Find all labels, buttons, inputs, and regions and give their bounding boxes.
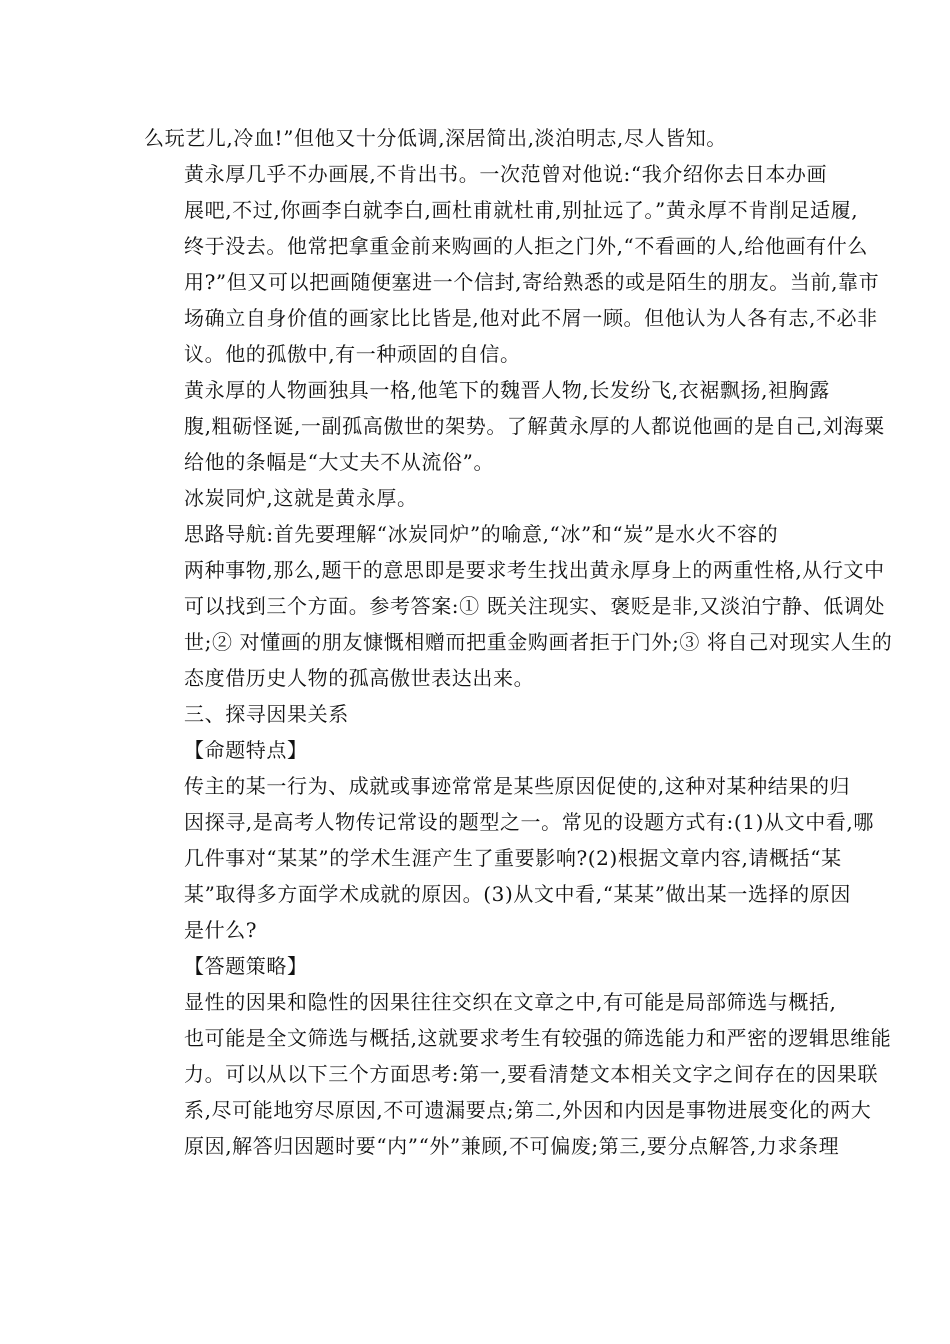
text-line: 【答题策略】 <box>184 954 308 978</box>
text-line: 显性的因果和隐性的因果往往交织在文章之中,有可能是局部筛选与概括, <box>184 990 837 1014</box>
text-line: 冰炭同炉,这就是黄永厚。 <box>184 486 418 510</box>
text-line: 传主的某一行为、成就或事迹常常是某些原因促使的,这种对某种结果的归 <box>184 774 851 798</box>
text-line: 思路导航:首先要理解“冰炭同炉”的喻意,“冰”和“炭”是水火不容的 <box>184 522 779 546</box>
paragraph <box>144 984 892 1164</box>
text-line: 是什么? <box>184 918 258 942</box>
text-line: 黄永厚的人物画独具一格,他笔下的魏晋人物,长发纷飞,衣裾飘扬,袒胸露 <box>184 378 830 402</box>
text-line: 因探寻,是高考人物传记常设的题型之一。常见的设题方式有:(1)从文中看,哪 <box>184 810 874 834</box>
text-line: 几件事对“某某”的学术生涯产生了重要影响?(2)根据文章内容,请概括“某 <box>184 846 842 870</box>
body-text <box>144 120 893 1164</box>
text-line: 议。他的孤傲中,有一种顽固的自信。 <box>184 342 521 366</box>
text-line: 终于没去。他常把拿重金前来购画的人拒之门外,“不看画的人,给他画有什么 <box>184 234 868 258</box>
paragraph <box>144 696 808 732</box>
text-line: 原因,解答归因题时要“内”“外”兼顾,不可偏废;第三,要分点解答,力求条理 <box>184 1134 840 1158</box>
text-line: 场确立自身价值的画家比比皆是,他对此不屑一顾。但他认为人各有志,不必非 <box>184 306 878 330</box>
text-line: 两种事物,那么,题干的意思即是要求考生找出黄永厚身上的两重性格,从行文中 <box>184 558 885 582</box>
text-line: 态度借历史人物的孤高傲世表达出来。 <box>184 666 535 690</box>
text-line: 力。可以从以下三个方面思考:第一,要看清楚文本相关文字之间存在的因果联 <box>184 1062 879 1086</box>
text-line: 黄永厚几乎不办画展,不肯出书。一次范曾对他说:“我介绍你去日本办画 <box>184 162 828 186</box>
text-line: 【命题特点】 <box>184 738 308 762</box>
paragraph <box>144 948 808 984</box>
paragraph <box>144 372 885 480</box>
text-line: 展吧,不过,你画李白就李白,画杜甫就杜甫,别扯远了。”黄永厚不肯削足适履, <box>184 198 859 222</box>
text-line: 给他的条幅是“大丈夫不从流俗”。 <box>184 450 495 474</box>
text-line: 也可能是全文筛选与概括,这就要求考生有较强的筛选能力和严密的逻辑思维能 <box>184 1026 892 1050</box>
paragraph <box>144 480 808 516</box>
text-line: 某”取得多方面学术成就的原因。(3)从文中看,“某某”做出某一选择的原因 <box>184 882 851 906</box>
paragraph <box>144 732 808 768</box>
text-line: 用?”但又可以把画随便塞进一个信封,寄给熟悉的或是陌生的朋友。当前,靠市 <box>184 270 880 294</box>
paragraph <box>144 516 893 696</box>
text-line: 么玩艺儿,冷血!”但他又十分低调,深居简出,淡泊明志,尽人皆知。 <box>144 126 727 150</box>
paragraph <box>144 120 808 156</box>
text-line: 系,尽可能地穷尽原因,不可遗漏要点;第二,外因和内因是事物进展变化的两大 <box>184 1098 872 1122</box>
text-line: 可以找到三个方面。参考答案:① 既关注现实、褒贬是非,又淡泊宁静、低调处 <box>184 594 886 618</box>
text-line: 世;② 对懂画的朋友慷慨相赠而把重金购画者拒于门外;③ 将自己对现实人生的 <box>184 630 893 654</box>
text-line: 腹,粗砺怪诞,一副孤高傲世的架势。了解黄永厚的人都说他画的是自己,刘海粟 <box>184 414 885 438</box>
paragraph <box>144 768 874 948</box>
text-line: 三、探寻因果关系 <box>184 702 349 726</box>
paragraph <box>144 156 880 372</box>
